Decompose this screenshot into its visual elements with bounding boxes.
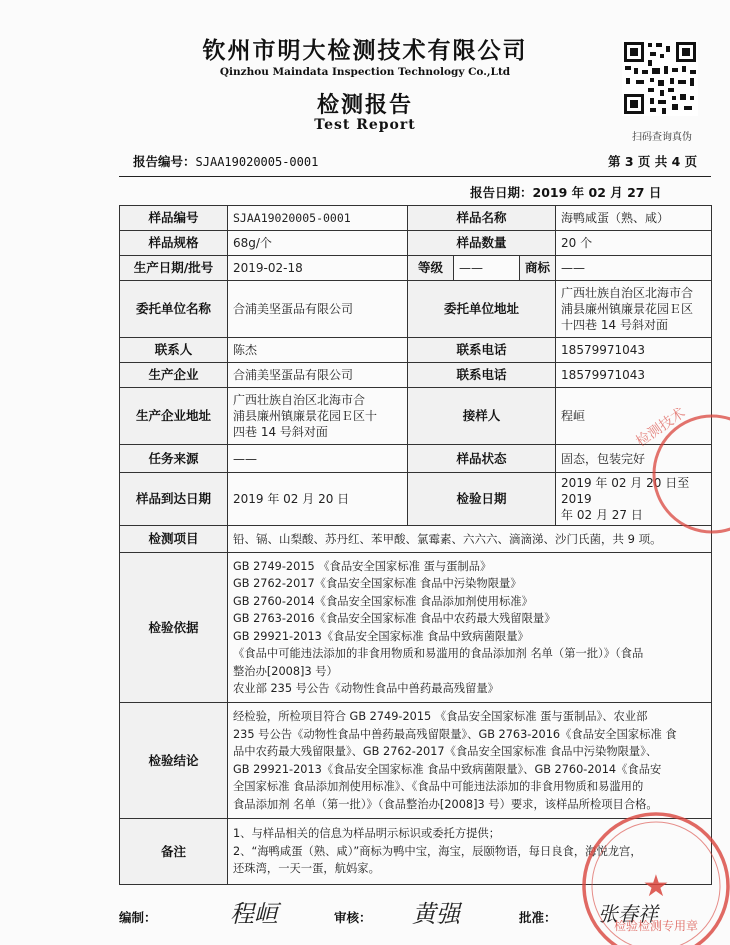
basis-label: 检验依据 [120, 553, 228, 703]
approver-signature: 张春祥 [598, 902, 658, 926]
client-value: 合浦美坚蛋品有限公司 [228, 281, 408, 338]
conclusion-value [228, 703, 712, 819]
prod-date-label: 生产日期/批号 [120, 256, 228, 281]
table-row [120, 231, 712, 256]
basis-value [228, 553, 712, 703]
reviewer-label: 审核： [334, 910, 372, 925]
basis-line: GB 29921-2013《食品安全国家标准 食品中致病菌限量》 [233, 629, 529, 643]
conclusion-line: 全国家标准 食品添加剂使用标准》、《食品中可能违法添加的非食用物质和易滥用的 [233, 780, 644, 793]
producer-phone-value: 18579971043 [556, 363, 712, 388]
remarks-line: 1、与样品相关的信息为样品明示标识或委托方提供； [233, 827, 501, 841]
test-date-label: 检验日期 [408, 473, 556, 526]
basis-line: 《食品中可能违法添加的非食用物质和易滥用的食品添加剂 名单（第一批）》（食品 [233, 647, 644, 660]
receiver-value: 程峘 [556, 388, 712, 445]
remarks-line: 还珠湾，一天一蛋，航妈家。 [233, 862, 380, 876]
report-table [119, 205, 712, 885]
conclusion-line: 品中农药最大残留限量》、GB 2762-2017《食品安全国家标准 食品中污染物限量》、 [233, 745, 658, 758]
basis-line: GB 2760-2014《食品安全国家标准 食品添加剂使用标准》 [233, 594, 533, 608]
basis-line: 整治办[2008]3 号） [233, 664, 338, 678]
spec-value: 68g/个 [228, 231, 408, 256]
table-row [120, 819, 712, 885]
compiler-label: 编制： [119, 910, 157, 925]
company-name-cn: 钦州市明大检测技术有限公司 [202, 37, 528, 64]
remarks-value [228, 819, 712, 885]
phone-value: 18579971043 [556, 338, 712, 363]
table-row [120, 256, 712, 281]
qr-verify-label: 扫码查询真伪 [632, 132, 692, 143]
table-row [120, 206, 712, 231]
approver-label: 批准： [519, 910, 557, 925]
compiler-signature: 程峘 [230, 900, 278, 928]
table-row [120, 388, 712, 445]
phone-label: 联系电话 [408, 338, 556, 363]
report-number-value: SJAA19020005-0001 [195, 155, 319, 169]
approver [519, 908, 557, 926]
receiver-label: 接样人 [408, 388, 556, 445]
svg-text:检验检测专用章: 检验检测专用章 [613, 919, 699, 933]
table-row [120, 363, 712, 388]
conclusion-line: 235 号公告《动物性食品中兽药最高残留限量》、GB 2763-2016《食品安全国家标准 食 [233, 727, 677, 741]
client-addr-label: 委托单位地址 [408, 281, 556, 338]
report-title-en: Test Report [314, 117, 416, 133]
table-row [120, 553, 712, 703]
page-info: 第 3 页 共 4 页 [608, 154, 698, 169]
contact-value: 陈杰 [228, 338, 408, 363]
producer-addr-value [228, 388, 408, 445]
sample-name-label: 样品名称 [408, 206, 556, 231]
table-row [120, 473, 712, 526]
basis-line: GB 2762-2017《食品安全国家标准 食品中污染物限量》 [233, 577, 522, 590]
qty-value: 20 个 [556, 231, 712, 256]
contact-label: 联系人 [120, 338, 228, 363]
svg-text:检测技术: 检测技术 [633, 404, 689, 451]
table-row [120, 445, 712, 473]
producer-phone-label: 联系电话 [408, 363, 556, 388]
compiler [119, 908, 157, 926]
table-row [120, 338, 712, 363]
header-divider [119, 176, 711, 177]
table-row [120, 526, 712, 553]
remarks-line: 2、“海鸭咸蛋（熟、咸）”商标为鸭中宝，海宝，辰颐物语，每日良食，海悦龙宫， [233, 844, 642, 858]
reviewer [334, 908, 372, 926]
state-value: 固态，包装完好 [556, 445, 712, 473]
basis-line: GB 2749-2015 《食品安全国家标准 蛋与蛋制品》 [233, 559, 492, 573]
producer-addr-line: 四巷 14 号斜对面 [233, 425, 328, 439]
test-date-value [556, 473, 712, 526]
sample-no-value: SJAA19020005-0001 [228, 206, 408, 231]
spec-label: 样品规格 [120, 231, 228, 256]
client-addr-value [556, 281, 712, 338]
report-number [133, 152, 318, 170]
producer-addr-line: 浦县廉州镇廉景花园Ｅ区十 [233, 409, 378, 423]
table-row [120, 703, 712, 819]
sample-name-value: 海鸭咸蛋（熟、咸） [556, 206, 712, 231]
grade-label: 等级 [408, 256, 454, 281]
items-label: 检测项目 [120, 526, 228, 553]
sample-no-label: 样品编号 [120, 206, 228, 231]
table-row [120, 281, 712, 338]
producer-addr-line: 广西壮族自治区北海市合 [233, 393, 366, 407]
conclusion-line: GB 29921-2013《食品安全国家标准 食品中致病菌限量》、GB 2760-2014《食品安 [233, 762, 662, 776]
items-value: 铅、镉、山梨酸、苏丹红、苯甲酸、氯霉素、六六六、滴滴涕、沙门氏菌，共 9 项。 [228, 526, 712, 553]
qty-label: 样品数量 [408, 231, 556, 256]
company-name-en: Qinzhou Maindata Inspection Technology Co.,Ltd [219, 66, 511, 78]
prod-date-value: 2019-02-18 [228, 256, 408, 281]
conclusion-label: 检验结论 [120, 703, 228, 819]
client-label: 委托单位名称 [120, 281, 228, 338]
test-date-line: 年 02 月 27 日 [561, 508, 643, 522]
conclusion-line: 经检验，所检项目符合 GB 2749-2015 《食品安全国家标准 蛋与蛋制品》、农业部 [233, 710, 648, 723]
svg-text:★: ★ [642, 869, 670, 904]
reviewer-signature: 黄强 [412, 900, 460, 928]
producer-value: 合浦美坚蛋品有限公司 [228, 363, 408, 388]
producer-addr-label: 生产企业地址 [120, 388, 228, 445]
client-addr-line: 广西壮族自治区北海市合 [561, 286, 694, 300]
report-date: 报告日期：2019 年 02 月 27 日 [470, 185, 662, 200]
conclusion-line: 食品添加剂 名单（第一批）》（食品整治办[2008]3 号）要求，该样品所检项目合格。 [233, 797, 658, 811]
qr-code-icon[interactable] [622, 40, 698, 116]
state-label: 样品状态 [408, 445, 556, 473]
source-value: —— [228, 445, 408, 473]
source-label: 任务来源 [120, 445, 228, 473]
report-title-cn: 检测报告 [316, 92, 413, 118]
basis-line: 农业部 235 号公告《动物性食品中兽药最高残留量》 [233, 682, 499, 695]
test-date-line: 2019 年 02 月 20 日至 2019 [561, 476, 690, 506]
client-addr-line: 十四巷 14 号斜对面 [561, 318, 668, 332]
basis-line: GB 2763-2016《食品安全国家标准 食品中农药最大残留限量》 [233, 612, 556, 625]
grade-value: —— [454, 256, 520, 281]
client-addr-line: 浦县廉州镇廉景花园Ｅ区 [561, 302, 694, 316]
remarks-label: 备注 [120, 819, 228, 885]
trademark-value: —— [556, 256, 712, 281]
arrive-value: 2019 年 02 月 20 日 [228, 473, 408, 526]
trademark-label: 商标 [520, 256, 556, 281]
producer-label: 生产企业 [120, 363, 228, 388]
arrive-label: 样品到达日期 [120, 473, 228, 526]
report-number-label: 报告编号： [133, 154, 196, 169]
